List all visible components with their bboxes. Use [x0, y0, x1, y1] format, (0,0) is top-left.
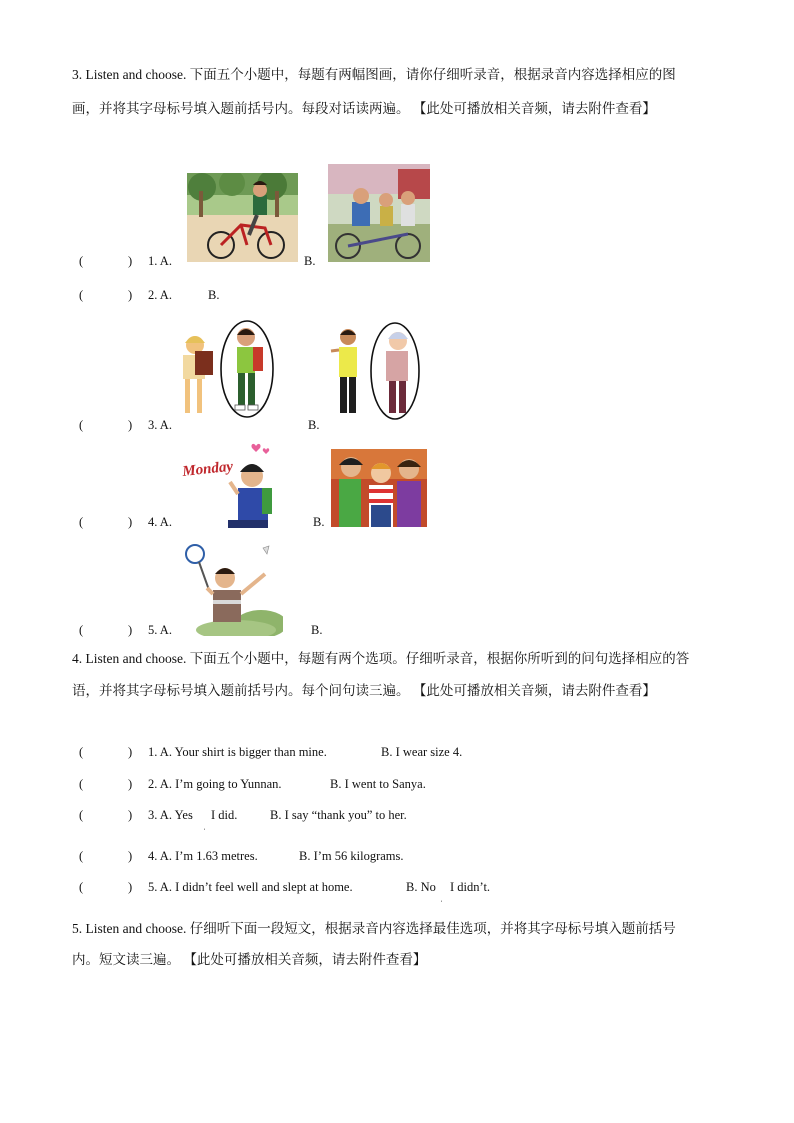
q3-5-answer-paren-open[interactable]: (	[79, 623, 84, 637]
monday-word: Monday	[181, 458, 234, 480]
boy-and-grandma-circled-picture	[328, 317, 424, 421]
q3-1-option-a: 1. A.	[148, 254, 172, 268]
q4-3-answer-paren-open[interactable]: (	[79, 808, 84, 822]
q4-2-option-b: B. I went to Sanya.	[330, 777, 426, 791]
section5-instructions-line1: 5. Listen and choose. 仔细听下面一段短文，根据录音内容选择最佳选项，并将其字母标号填入题前括号	[72, 921, 676, 936]
q3-4-option-a: 4. A.	[148, 515, 172, 529]
section5-instructions-line2: 内。短文读三遍。 【此处可播放相关音频，请去附件查看】	[72, 952, 427, 967]
q4-3-option-b: B. I say “thank you” to her.	[270, 808, 407, 822]
q3-2-option-b: B.	[208, 288, 220, 302]
q4-1-option-a: 1. A. Your shirt is bigger than mine.	[148, 745, 327, 759]
q3-2-answer-paren-open[interactable]: (	[79, 288, 84, 302]
q3-3-answer-paren-open[interactable]: (	[79, 418, 84, 432]
q4-3-answer-paren-close: )	[128, 808, 133, 822]
section4-instructions-line2: 语，并将其字母标号填入题前括号内。每个问句读三遍。 【此处可播放相关音频，请去附件查看】	[72, 683, 656, 698]
q3-5-answer-paren-close: )	[128, 623, 133, 637]
comma-mark: ˌ	[440, 892, 443, 902]
q3-4-answer-paren-open[interactable]: (	[79, 515, 84, 529]
q4-5-answer-paren-close: )	[128, 880, 133, 894]
q4-5-option-a: 5. A. I didn’t feel well and slept at home.	[148, 880, 353, 894]
q3-1-answer-paren-close: )	[128, 254, 133, 268]
q3-5-option-a: 5. A.	[148, 623, 172, 637]
q4-3-option-a-rest: I did.	[211, 808, 238, 822]
family-tandem-bike-picture	[328, 164, 430, 262]
q4-2-answer-paren-open[interactable]: (	[79, 777, 84, 791]
q4-4-answer-paren-open[interactable]: (	[79, 849, 84, 863]
q3-1-answer-paren-open[interactable]: (	[79, 254, 84, 268]
q4-4-option-b: B. I’m 56 kilograms.	[299, 849, 404, 863]
section3-instructions-line1: 3. Listen and choose. 下面五个小题中，每题有两幅图画，请你仔细听录音，根据录音内容选择相应的图	[72, 67, 676, 82]
q3-1-option-b: B.	[304, 254, 316, 268]
section4-instructions-line1: 4. Listen and choose. 下面五个小题中，每题有两个选项。仔细听录音，根据你所听到的问句选择相应的答	[72, 651, 690, 666]
boy-monday-picture	[180, 442, 276, 528]
man-badminton-picture	[181, 544, 283, 636]
q3-3-option-b: B.	[308, 418, 320, 432]
q4-4-answer-paren-close: )	[128, 849, 133, 863]
boy-riding-bike-picture	[187, 173, 298, 262]
q4-2-answer-paren-close: )	[128, 777, 133, 791]
q3-2-option-a: 2. A.	[148, 288, 172, 302]
q3-3-answer-paren-close: )	[128, 418, 133, 432]
two-kids-circled-picture	[177, 315, 277, 420]
q3-2-answer-paren-close: )	[128, 288, 133, 302]
q4-1-answer-paren-close: )	[128, 745, 133, 759]
q3-4-answer-paren-close: )	[128, 515, 133, 529]
q4-3-option-a: 3. A. Yes	[148, 808, 193, 822]
q3-4-option-b: B.	[313, 515, 325, 529]
q4-1-option-b: B. I wear size 4.	[381, 745, 463, 759]
comma-mark: ˌ	[203, 820, 206, 830]
q3-5-option-b: B.	[311, 623, 323, 637]
q4-5-option-b: B. No	[406, 880, 436, 894]
q4-5-option-b-rest: I didn’t.	[450, 880, 491, 894]
three-kids-hug-picture	[331, 449, 427, 527]
q4-5-answer-paren-open[interactable]: (	[79, 880, 84, 894]
q4-4-option-a: 4. A. I’m 1.63 metres.	[148, 849, 258, 863]
q4-2-option-a: 2. A. I’m going to Yunnan.	[148, 777, 282, 791]
q3-3-option-a: 3. A.	[148, 418, 172, 432]
section3-instructions-line2: 画，并将其字母标号填入题前括号内。每段对话读两遍。 【此处可播放相关音频，请去附件查看】	[72, 101, 656, 116]
q4-1-answer-paren-open[interactable]: (	[79, 745, 84, 759]
